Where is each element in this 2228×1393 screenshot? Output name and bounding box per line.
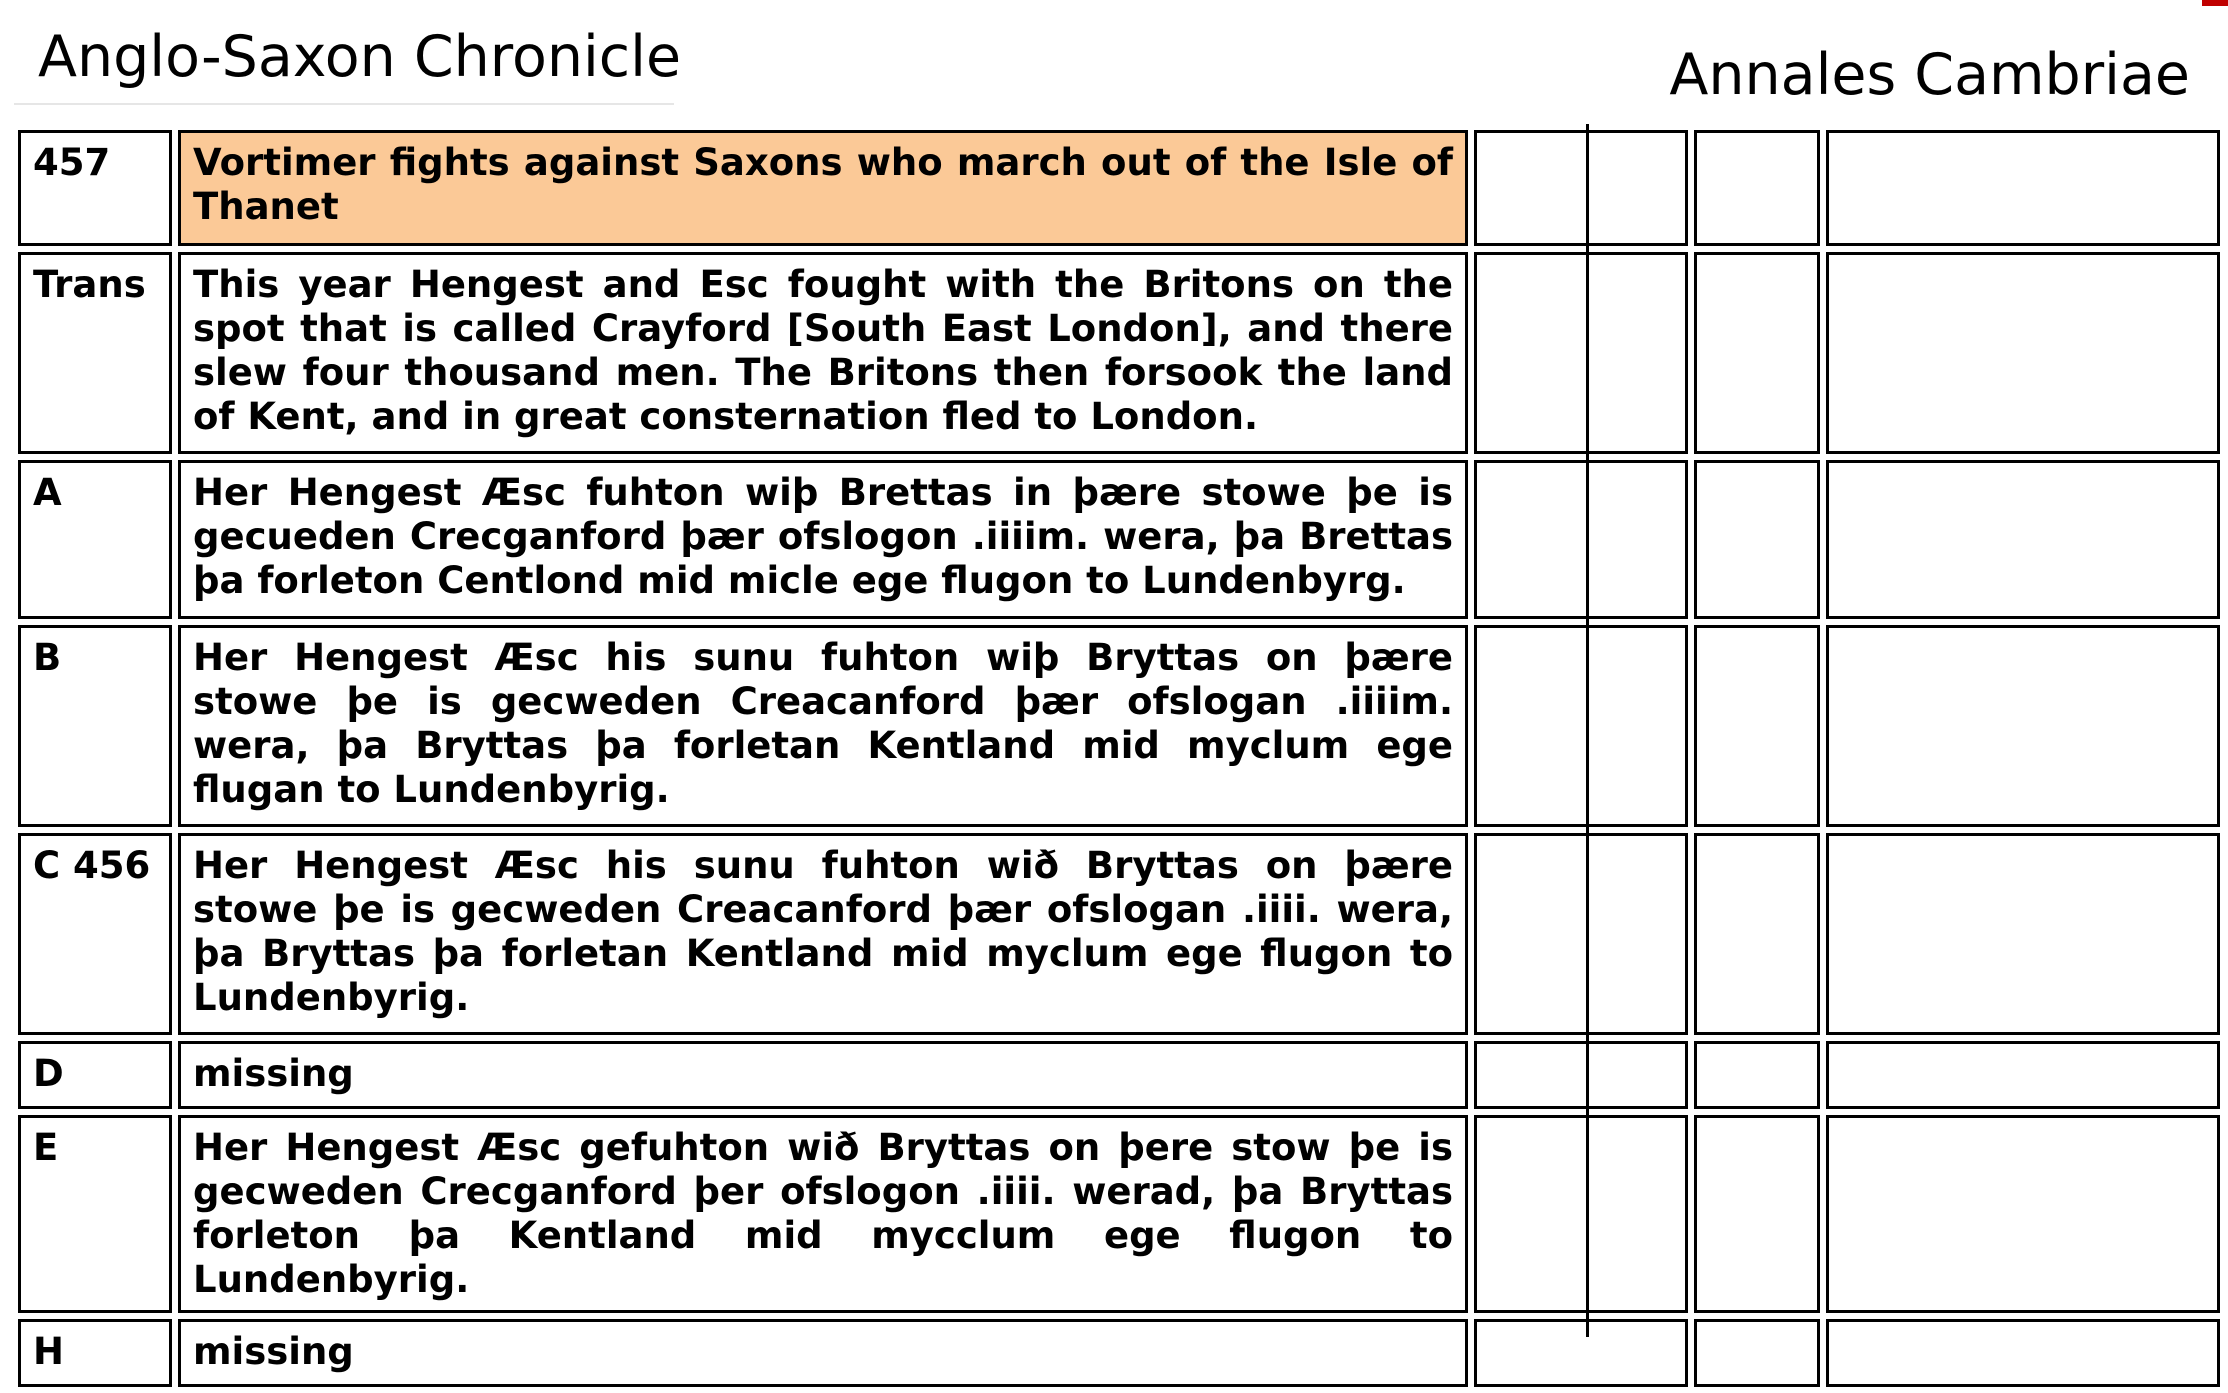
empty-cell — [1694, 625, 1820, 827]
table-row — [18, 252, 2220, 454]
table-row — [18, 1319, 2220, 1387]
table-row — [18, 1041, 2220, 1109]
empty-cell — [1826, 625, 2220, 827]
entry-text: Her Hengest Æsc gefuhton wið Bryttas on þere stow þe is gecweden Crecganford þer ofslogon .iiii. werad, þa Bryttas forleton þa Kentland mid mycclum ege flugon to Lundenbyrig. — [178, 1115, 1468, 1313]
empty-cell — [1826, 1041, 2220, 1109]
chronicle-comparison-table — [12, 124, 2226, 1393]
empty-cell — [1474, 1041, 1688, 1109]
table-row — [18, 130, 2220, 246]
empty-cell — [1694, 1041, 1820, 1109]
row-label: D — [18, 1041, 172, 1109]
row-label: 457 — [18, 130, 172, 246]
empty-cell — [1474, 833, 1688, 1035]
entry-text: Her Hengest Æsc his sunu fuhton wið Bryttas on þære stowe þe is gecweden Creacanford þær ofslogan .iiii. wera, þa Bryttas þa forletan Kentland mid myclum ege flugon to Lundenbyrig. — [178, 833, 1468, 1035]
table-row — [18, 625, 2220, 827]
entry-text: Vortimer fights against Saxons who march out of the Isle of Thanet — [178, 130, 1468, 246]
empty-cell — [1474, 1115, 1688, 1313]
row-label: A — [18, 460, 172, 619]
entry-text: Her Hengest Æsc fuhton wiþ Brettas in þære stowe þe is gecueden Crecganford þær ofslogon .iiiim. wera, þa Brettas þa forleton Centlond mid micle ege flugon to Lundenbyrg. — [178, 460, 1468, 619]
empty-cell — [1694, 460, 1820, 619]
heading-divider — [14, 103, 674, 105]
empty-cell — [1694, 130, 1820, 246]
empty-cell — [1474, 625, 1688, 827]
empty-cell — [1826, 130, 2220, 246]
empty-cell — [1474, 252, 1688, 454]
empty-cell — [1474, 130, 1688, 246]
row-label: B — [18, 625, 172, 827]
empty-cell — [1826, 1115, 2220, 1313]
empty-cell — [1694, 1319, 1820, 1387]
entry-text: Her Hengest Æsc his sunu fuhton wiþ Bryttas on þære stowe þe is gecweden Creacanford þær ofslogan .iiiim. wera, þa Bryttas þa forletan Kentland mid myclum ege flugan to Lundenbyrig. — [178, 625, 1468, 827]
row-label: H — [18, 1319, 172, 1387]
table-row — [18, 460, 2220, 619]
empty-cell — [1826, 460, 2220, 619]
anglo-saxon-chronicle-heading: Anglo-Saxon Chronicle — [38, 24, 682, 90]
empty-cell — [1826, 1319, 2220, 1387]
empty-cell — [1474, 1319, 1688, 1387]
row-label: C 456 — [18, 833, 172, 1035]
annales-cambriae-heading: Annales Cambriae — [1669, 42, 2190, 108]
empty-cell — [1694, 833, 1820, 1035]
row-label: Trans — [18, 252, 172, 454]
empty-cell — [1826, 833, 2220, 1035]
empty-cell — [1826, 252, 2220, 454]
table-row — [18, 1115, 2220, 1313]
slide-corner-marker — [2202, 0, 2228, 6]
column-divider-line — [1586, 124, 1589, 1337]
row-label: E — [18, 1115, 172, 1313]
empty-cell — [1474, 460, 1688, 619]
empty-cell — [1694, 1115, 1820, 1313]
empty-cell — [1694, 252, 1820, 454]
entry-text: missing — [178, 1041, 1468, 1109]
entry-text: missing — [178, 1319, 1468, 1387]
table-row — [18, 833, 2220, 1035]
entry-text: This year Hengest and Esc fought with the Britons on the spot that is called Crayford [South East London], and there slew four thousand men. The Britons then forsook the land of Kent, and in great consternation fled to London. — [178, 252, 1468, 454]
